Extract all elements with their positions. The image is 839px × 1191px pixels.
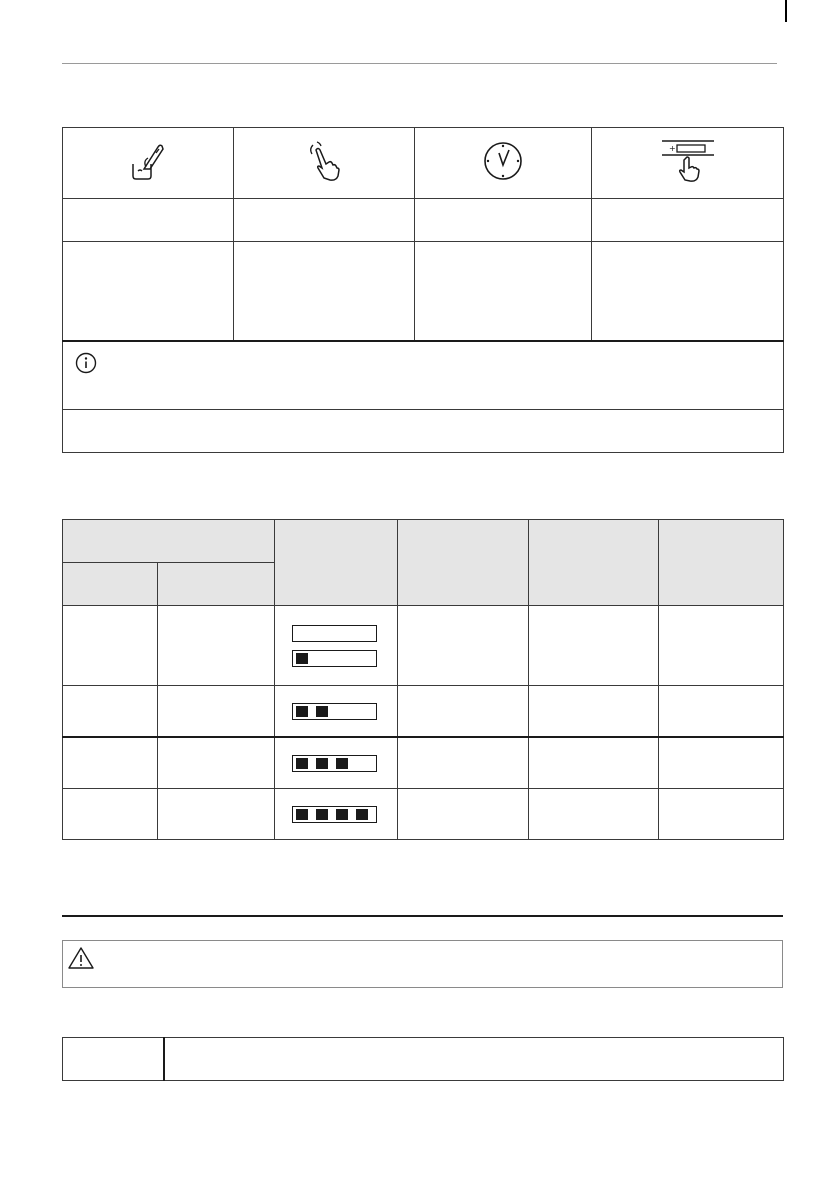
warning-box [62,940,783,988]
cell [592,199,784,242]
cell [398,789,529,840]
cell [659,789,784,840]
level-segment [336,758,348,769]
cell [63,737,158,789]
header-cell [529,520,659,606]
function-table [62,127,784,453]
cell [398,606,529,686]
cell [398,737,529,789]
info-icon [75,352,97,379]
function-cell-3 [415,128,592,199]
level-bar [292,806,377,823]
header-cell [63,563,158,606]
level-indicator-cell [275,737,398,789]
cell [234,199,415,242]
cell [529,686,659,738]
cell [659,606,784,686]
cell [164,1038,784,1081]
level-bar [292,650,377,667]
level-segment [296,809,308,820]
info-note-extra [63,410,784,453]
info-note [63,341,784,410]
level-segment [316,758,328,769]
function-cell-4 [592,128,784,199]
cell [63,199,234,242]
level-segment [316,706,328,717]
level-indicator-cell [275,789,398,840]
cell [158,686,275,738]
cell [529,606,659,686]
cell [415,242,592,342]
touch-sensor-icon [304,171,344,188]
control-panel-button-icon [660,143,716,188]
cell [63,686,158,738]
level-segment [296,706,308,717]
cell [158,737,275,789]
cell [63,606,158,686]
header-cell [63,520,275,563]
header-cell [158,563,275,606]
cell [415,199,592,242]
hand-washing-icon [128,170,168,187]
level-bar [292,755,377,772]
table-row [63,686,784,738]
level-table [62,519,784,840]
cell [63,242,234,342]
table-row [63,737,784,789]
cell [529,789,659,840]
level-bar [292,703,377,720]
cell [158,606,275,686]
cell [659,686,784,738]
svg-text:+: + [668,143,676,153]
function-cell-2 [234,128,415,199]
cell [63,1038,164,1081]
level-segment [336,809,348,820]
level-bar [292,625,377,642]
cell [529,737,659,789]
table-row [63,789,784,840]
level-segment [296,758,308,769]
cell [659,737,784,789]
level-segment [356,809,368,820]
page-corner-mark [785,0,787,22]
clock-icon [482,169,524,186]
header-cell [659,520,784,606]
section-rule [62,915,783,917]
level-segment [296,653,308,664]
level-indicator-cell [275,606,398,686]
function-cell-1 [63,128,234,199]
cell [63,789,158,840]
cell [592,242,784,342]
table-row [63,606,784,686]
warning-triangle-icon [67,946,95,975]
level-segment [316,809,328,820]
header-cell [398,520,529,606]
header-rule [62,63,777,64]
bottom-table [62,1037,784,1081]
cell [158,789,275,840]
cell [234,242,415,342]
level-indicator-cell [275,686,398,738]
header-cell [275,520,398,606]
cell [398,686,529,738]
